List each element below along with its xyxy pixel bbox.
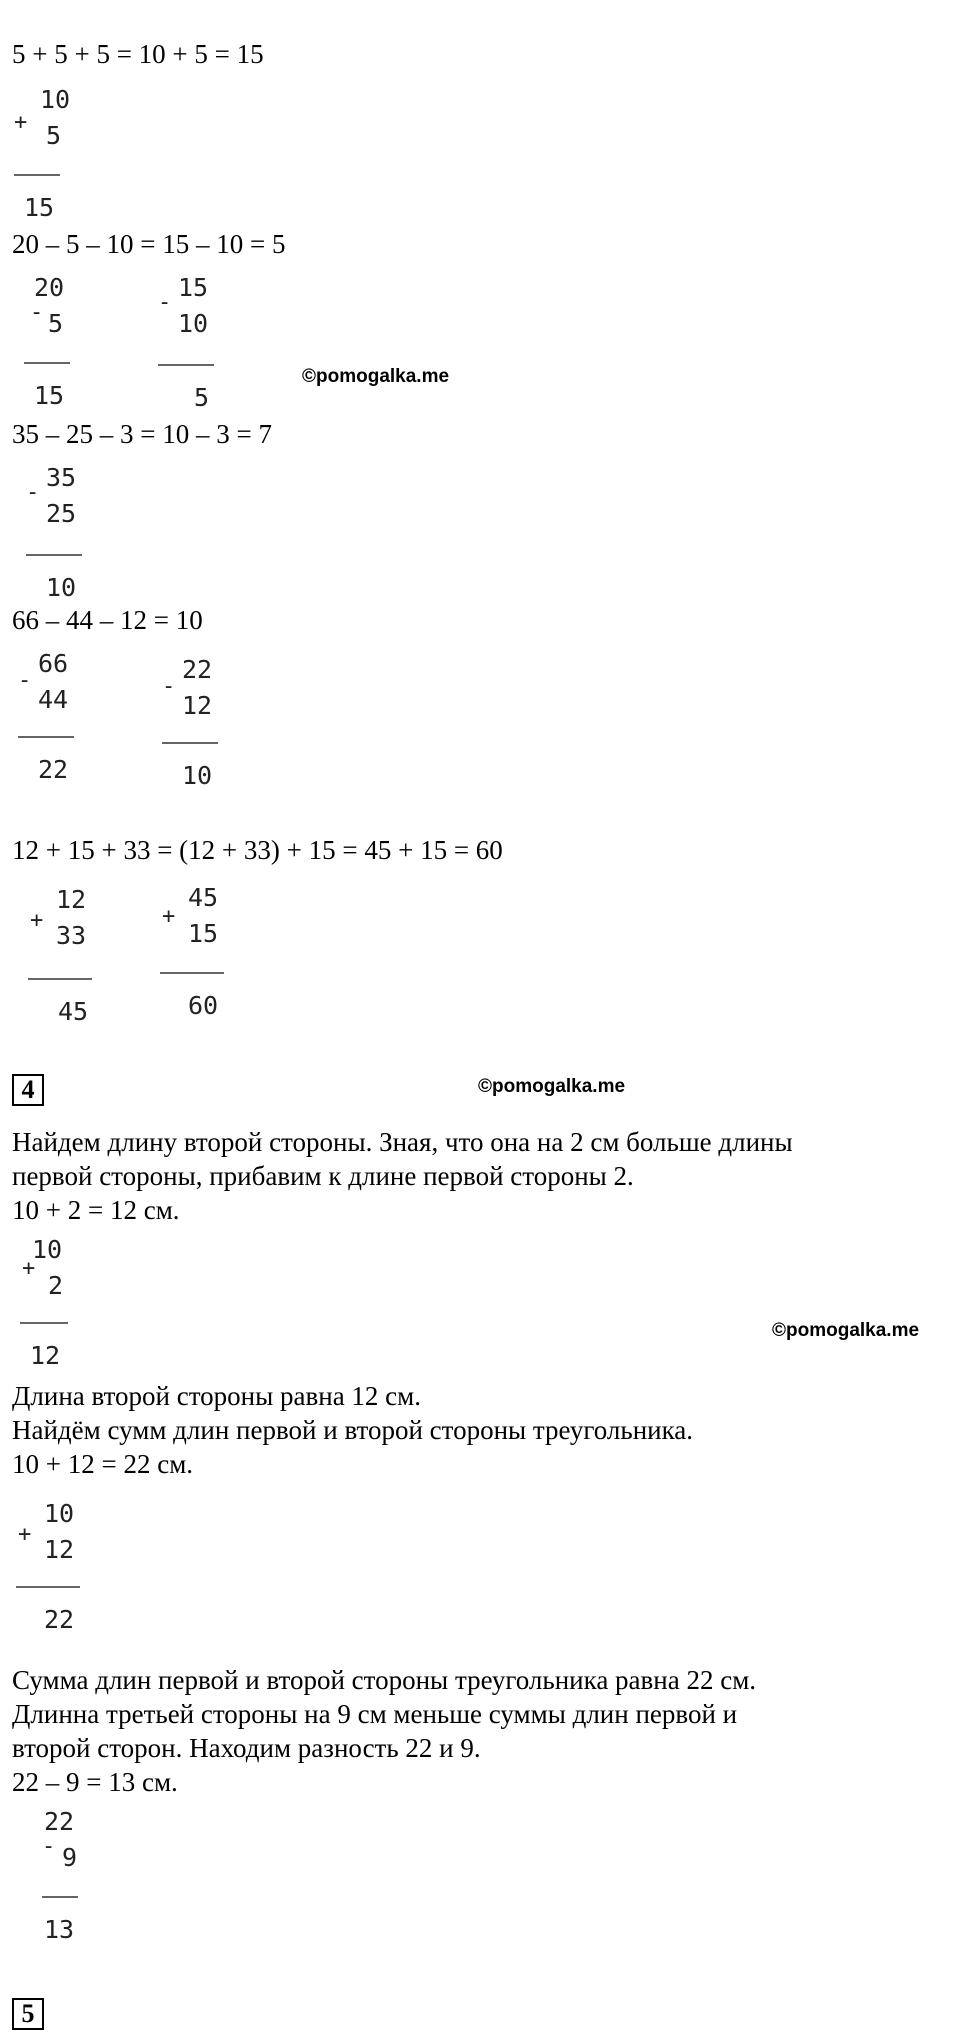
column-result: 13 bbox=[44, 1915, 75, 1944]
column-divider bbox=[162, 742, 218, 744]
column-result: 12 bbox=[30, 1341, 61, 1370]
column-top: 10 bbox=[32, 1235, 63, 1264]
text-line: Сумма длин первой и второй стороны треугольника равна 22 см. bbox=[12, 1665, 757, 1695]
column-bottom: 2 bbox=[48, 1271, 64, 1300]
equation-line: 12 + 15 + 33 = (12 + 33) + 15 = 45 + 15 = 60 bbox=[12, 835, 503, 865]
column-divider bbox=[18, 736, 74, 738]
column-top: 35 bbox=[46, 463, 77, 492]
plus-sign: + bbox=[18, 1522, 32, 1547]
plus-sign: + bbox=[162, 904, 176, 929]
equation-line: 5 + 5 + 5 = 10 + 5 = 15 bbox=[12, 39, 264, 69]
column-divider bbox=[158, 364, 214, 366]
column-top: 22 bbox=[44, 1807, 75, 1836]
column-top: 66 bbox=[38, 649, 69, 678]
equation-line: 20 – 5 – 10 = 15 – 10 = 5 bbox=[12, 229, 286, 259]
minus-sign: - bbox=[158, 290, 172, 315]
equation-line: 10 + 12 = 22 см. bbox=[12, 1449, 194, 1479]
column-divider bbox=[26, 554, 82, 556]
column-bottom: 12 bbox=[182, 691, 213, 720]
equation-line: 22 – 9 = 13 см. bbox=[12, 1767, 178, 1797]
column-bottom: 5 bbox=[46, 121, 62, 150]
column-top: 22 bbox=[182, 655, 213, 684]
minus-sign: - bbox=[42, 1834, 56, 1859]
column-divider bbox=[160, 972, 224, 974]
text-line: Длинна третьей стороны на 9 см меньше суммы длин первой и bbox=[12, 1699, 738, 1729]
plus-sign: + bbox=[14, 110, 28, 135]
column-bottom: 33 bbox=[56, 921, 87, 950]
task-number-box: 4 bbox=[12, 1074, 44, 1106]
column-top: 20 bbox=[34, 273, 65, 302]
text-line: Длина второй стороны равна 12 см. bbox=[12, 1381, 421, 1411]
column-divider bbox=[28, 978, 92, 980]
equation-line: 10 + 2 = 12 см. bbox=[12, 1195, 180, 1225]
column-bottom: 44 bbox=[38, 685, 69, 714]
column-result: 5 bbox=[194, 383, 210, 412]
column-top: 45 bbox=[188, 883, 219, 912]
column-bottom: 12 bbox=[44, 1535, 75, 1564]
text-line: первой стороны, прибавим к длине первой стороны 2. bbox=[12, 1161, 634, 1191]
column-bottom: 5 bbox=[48, 309, 64, 338]
equation-line: 35 – 25 – 3 = 10 – 3 = 7 bbox=[12, 419, 272, 449]
column-result: 15 bbox=[24, 193, 55, 222]
minus-sign: - bbox=[30, 300, 44, 325]
column-result: 22 bbox=[38, 755, 69, 784]
column-top: 15 bbox=[178, 273, 209, 302]
column-bottom: 15 bbox=[188, 919, 219, 948]
text-line: Найдём сумм длин первой и второй стороны треугольника. bbox=[12, 1415, 694, 1445]
column-result: 10 bbox=[46, 573, 77, 602]
column-top: 12 bbox=[56, 885, 87, 914]
column-bottom: 25 bbox=[46, 499, 77, 528]
column-divider bbox=[20, 1322, 68, 1324]
column-divider bbox=[42, 1896, 78, 1898]
task-number-box: 5 bbox=[12, 1998, 44, 2030]
column-top: 10 bbox=[44, 1499, 75, 1528]
text-line: Найдем длину второй стороны. Зная, что она на 2 см больше длины bbox=[12, 1127, 793, 1157]
minus-sign: - bbox=[18, 668, 32, 693]
text-line: второй сторон. Находим разность 22 и 9. bbox=[12, 1733, 481, 1763]
column-result: 60 bbox=[188, 991, 219, 1020]
column-bottom: 10 bbox=[178, 309, 209, 338]
column-result: 10 bbox=[182, 761, 213, 790]
column-result: 22 bbox=[44, 1605, 75, 1634]
minus-sign: - bbox=[26, 480, 40, 505]
column-bottom: 9 bbox=[62, 1843, 78, 1872]
column-top: 10 bbox=[40, 85, 71, 114]
column-divider bbox=[14, 174, 60, 176]
minus-sign: - bbox=[162, 674, 176, 699]
column-result: 45 bbox=[58, 997, 89, 1026]
equation-line: 66 – 44 – 12 = 10 bbox=[12, 605, 203, 635]
watermark: ©pomogalka.me bbox=[302, 366, 450, 387]
column-divider bbox=[24, 362, 70, 364]
plus-sign: + bbox=[22, 1256, 36, 1281]
column-result: 15 bbox=[34, 381, 65, 410]
column-divider bbox=[16, 1586, 80, 1588]
watermark: ©pomogalka.me bbox=[478, 1076, 626, 1097]
plus-sign: + bbox=[30, 908, 44, 933]
watermark: ©pomogalka.me bbox=[772, 1320, 920, 1341]
